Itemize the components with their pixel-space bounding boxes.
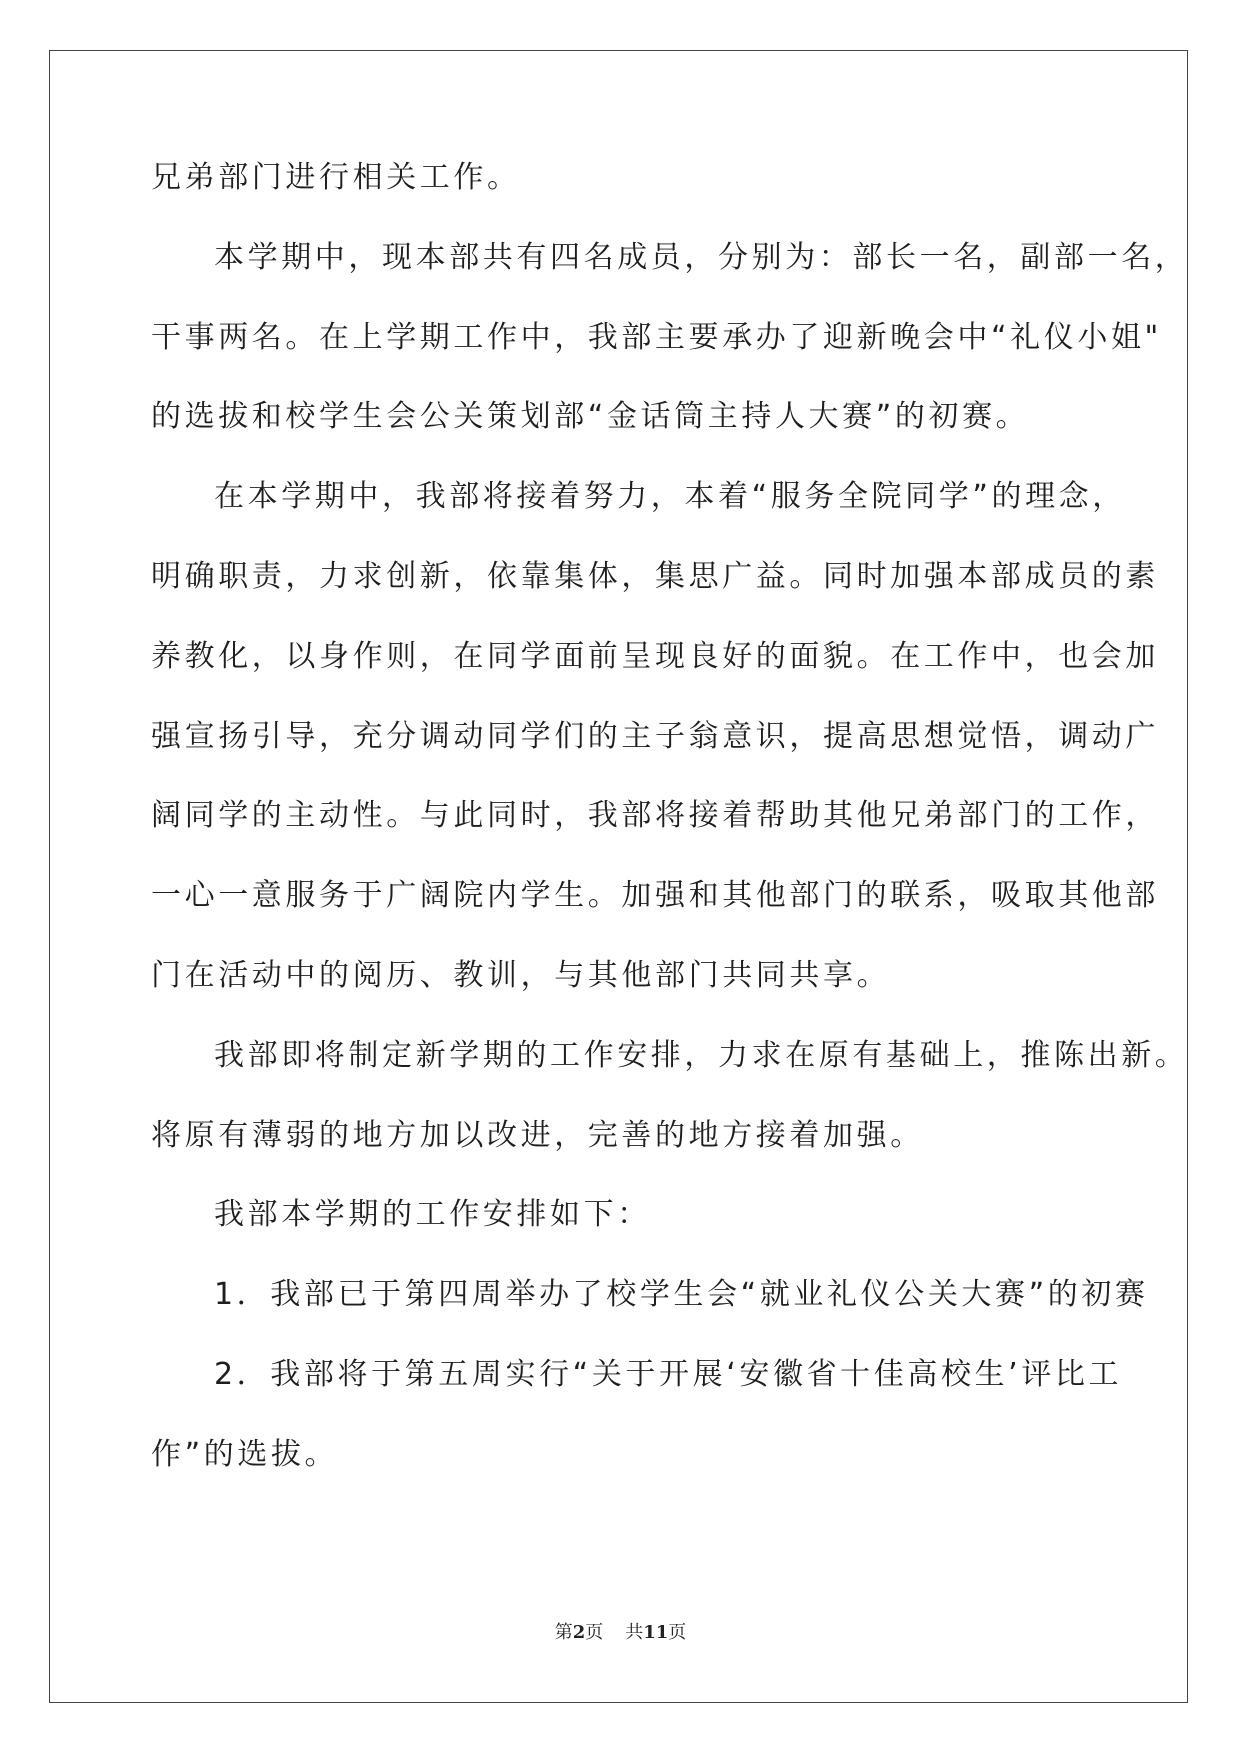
- text-line: 养教化，以身作则，在同学面前呈现良好的面貌。在工作中，也会加: [151, 638, 1159, 674]
- page-total: 11: [643, 1622, 669, 1643]
- total-suffix: 页: [668, 1622, 687, 1643]
- text-line: 2．我部将于第五周实行“关于开展‘安徽省十佳高校生’评比工: [214, 1356, 1123, 1392]
- text-line: 的选拔和校学生会公关策划部“金话筒主持人大赛”的初赛。: [151, 399, 1030, 435]
- page-number: 2: [572, 1622, 586, 1643]
- page-suffix: 页: [585, 1622, 604, 1643]
- text-line: 在本学期中，我部将接着努力，本着“服务全院同学”的理念，: [214, 479, 1126, 515]
- text-line: 干事两名。在上学期工作中，我部主要承办了迎新晚会中“礼仪小姐": [151, 319, 1162, 355]
- text-line: 阔同学的主动性。与此同时，我部将接着帮助其他兄弟部门的工作，: [151, 798, 1159, 834]
- text-line: 本学期中，现本部共有四名成员，分别为：部长一名，副部一名，: [214, 239, 1189, 275]
- text-line: 兄弟部门进行相关工作。: [151, 160, 521, 195]
- text-line: 1．我部已于第四周举办了校学生会“就业礼仪公关大赛”的初赛: [214, 1277, 1149, 1313]
- total-prefix: 共: [625, 1622, 644, 1643]
- text-line: 我部本学期的工作安排如下：: [214, 1197, 651, 1233]
- text-line: 我部即将制定新学期的工作安排，力求在原有基础上，推陈出新。: [214, 1037, 1189, 1073]
- document-body: [151, 158, 1189, 1515]
- text-line: 明确职责，力求创新，依靠集体，集思广益。同时加强本部成员的素: [151, 558, 1159, 594]
- text-line: 将原有薄弱的地方加以改进，完善的地方接着加强。: [151, 1117, 924, 1153]
- text-line: 强宣扬引导，充分调动同学们的主子翁意识，提高思想觉悟，调动广: [151, 718, 1159, 754]
- page-prefix: 第: [554, 1622, 573, 1643]
- text-line: 一心一意服务于广阔院内学生。加强和其他部门的联系，吸取其他部: [151, 878, 1159, 914]
- page-footer: [0, 1618, 1241, 1644]
- text-line: 作”的选拔。: [151, 1436, 339, 1472]
- text-line: 门在活动中的阅历、教训，与其他部门共同共享。: [151, 957, 891, 993]
